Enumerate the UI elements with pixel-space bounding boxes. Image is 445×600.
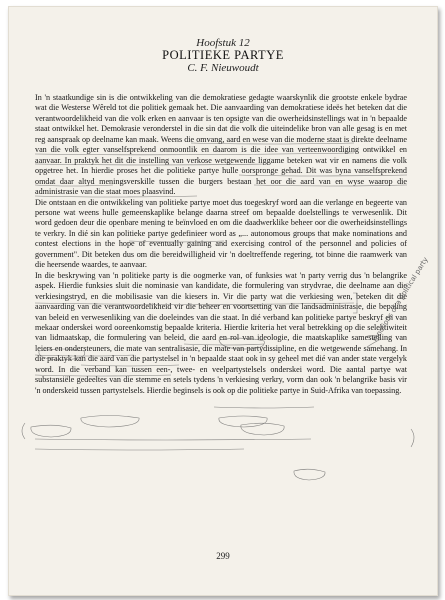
- pencil-underline: [214, 407, 314, 408]
- author-name: C. F. Nieuwoudt: [187, 62, 259, 74]
- paragraph-3: In die beskrywing van 'n politieke party is die oogmerke van, of funksies wat 'n party verrig dus 'n belangrike aspek. Hierdie funksies sluit die nominasie van kandidate, die formulering van strydvrae, die deelname aan die verkiesingstryd, en die mobilisasie van die kiesers in. Vir die party wat die verkiesing wen, beteken dit die aanvaarding van die verantwoordelikheid vir die beheer en voortsetting van die landsadministrasie, die bepaling van beleid en verwesenliking van die doeleindes van die staat. In dié verband kan politieke partye beskryf en van mekaar onderskei word ooreenkomstig bepaalde kriteria. Hierdie kriteria het veral betrekking op die selektiwiteit van lidmaatskap, die formulering van beleid, die aard en rol van ideologie, die maatskaplike samestelling van leiers en ondersteuners, die mate van sentralisasie, die mate van partydissipline, en die wetgewende samehang. In die praktyk kan die aard van die partystelsel in 'n bepaalde staat ook in sy geheel met dié van ander state vergelyk word. In die verband kan tussen een-, twee- en veelpartystelsels onderskei word. Die aantal partye wat substansiële gedeeltes van die stemme en setels tydens 'n verkiesing verkry, vorm dan ook 'n belangrike basis vir 'n onderskeid tussen partystelsels. Hierdie beginsels is ook op die politieke partye in Suid-Afrika van toepassing.: [35, 270, 407, 395]
- pencil-arrow: [22, 423, 25, 439]
- paragraph-2: Die ontstaan en die ontwikkeling van politieke partye moet dus toegeskryf word aan die verlange en begeerte van persone wat weens hulle gemeenskaplike belange daarna streef om bepaalde doelstellings te verwesenlik. Dit word gedoen deur die openbare mening te beïnvloed en om die daadwerklike beheer oor die owerheidsinstellings te verkry. In dié sin kan politieke partye gedefinieer word as „... autonomous groups that make nominations and contest elections in the hope of eventually gaining and exercising control of the personnel and policies of government". Dit beteken dus om die bereidwilligheid vir 'n doeltreffende regering, tot binne die raamwerk van die heersende waardes, te aanvaar.: [35, 197, 407, 270]
- pencil-underline: [35, 439, 311, 440]
- pencil-circle: [219, 416, 267, 427]
- body-text: [35, 93, 407, 396]
- pencil-underline: [35, 449, 244, 450]
- pencil-circle: [31, 425, 71, 437]
- pencil-circle: [241, 423, 284, 435]
- book-page: [8, 6, 438, 596]
- chapter-title: POLITIEKE PARTYE: [162, 48, 284, 62]
- page-number: 299: [216, 551, 230, 561]
- pencil-circle: [294, 469, 325, 480]
- paragraph-1: In 'n staatkundige sin is die ontwikkeling van die demokratiese gedagte waarskynlik die grootste enkele bydrae wat die Westerse Wêreld tot die politiek gemaak het. Die aanvaarding van demokratiese ideës het beteken dat die verantwoordelikheid van die volk erken en aanvaar is ten opsigte van die owerheidsinstellings wat in 'n bepaalde staat ontwikkel het. Demokrasie veronderstel in die sin dat die volk die uiteindelike bron van alle gesag is en met reg aanspraak op deelname kan maak. Weens die omvang, aard en wese van die moderne staat is direkte deelname van die volk egter vanselfsprekend onmoontlik en daarom is die idee van verteenwoordiging ontwikkel en aanvaar. In praktyk het dit die instelling van verkose wetgewende liggame beteken wat vir en namens die volk opgetree het. In hierdie proses het die politieke partye hulle oorspronge gehad. Dit was byna vanselfsprekend omdat daar altyd meningsverskille tussen die burgers bestaan het oor die aard van en wyse waarop die administrasie van die staat moes plaasvind.: [35, 93, 407, 197]
- chapter-label: Hoofstuk 12: [196, 37, 250, 49]
- pencil-circle: [81, 416, 139, 428]
- pencil-arrow: [411, 429, 414, 447]
- margin-handwritten-note: functions of a political party: [371, 255, 430, 344]
